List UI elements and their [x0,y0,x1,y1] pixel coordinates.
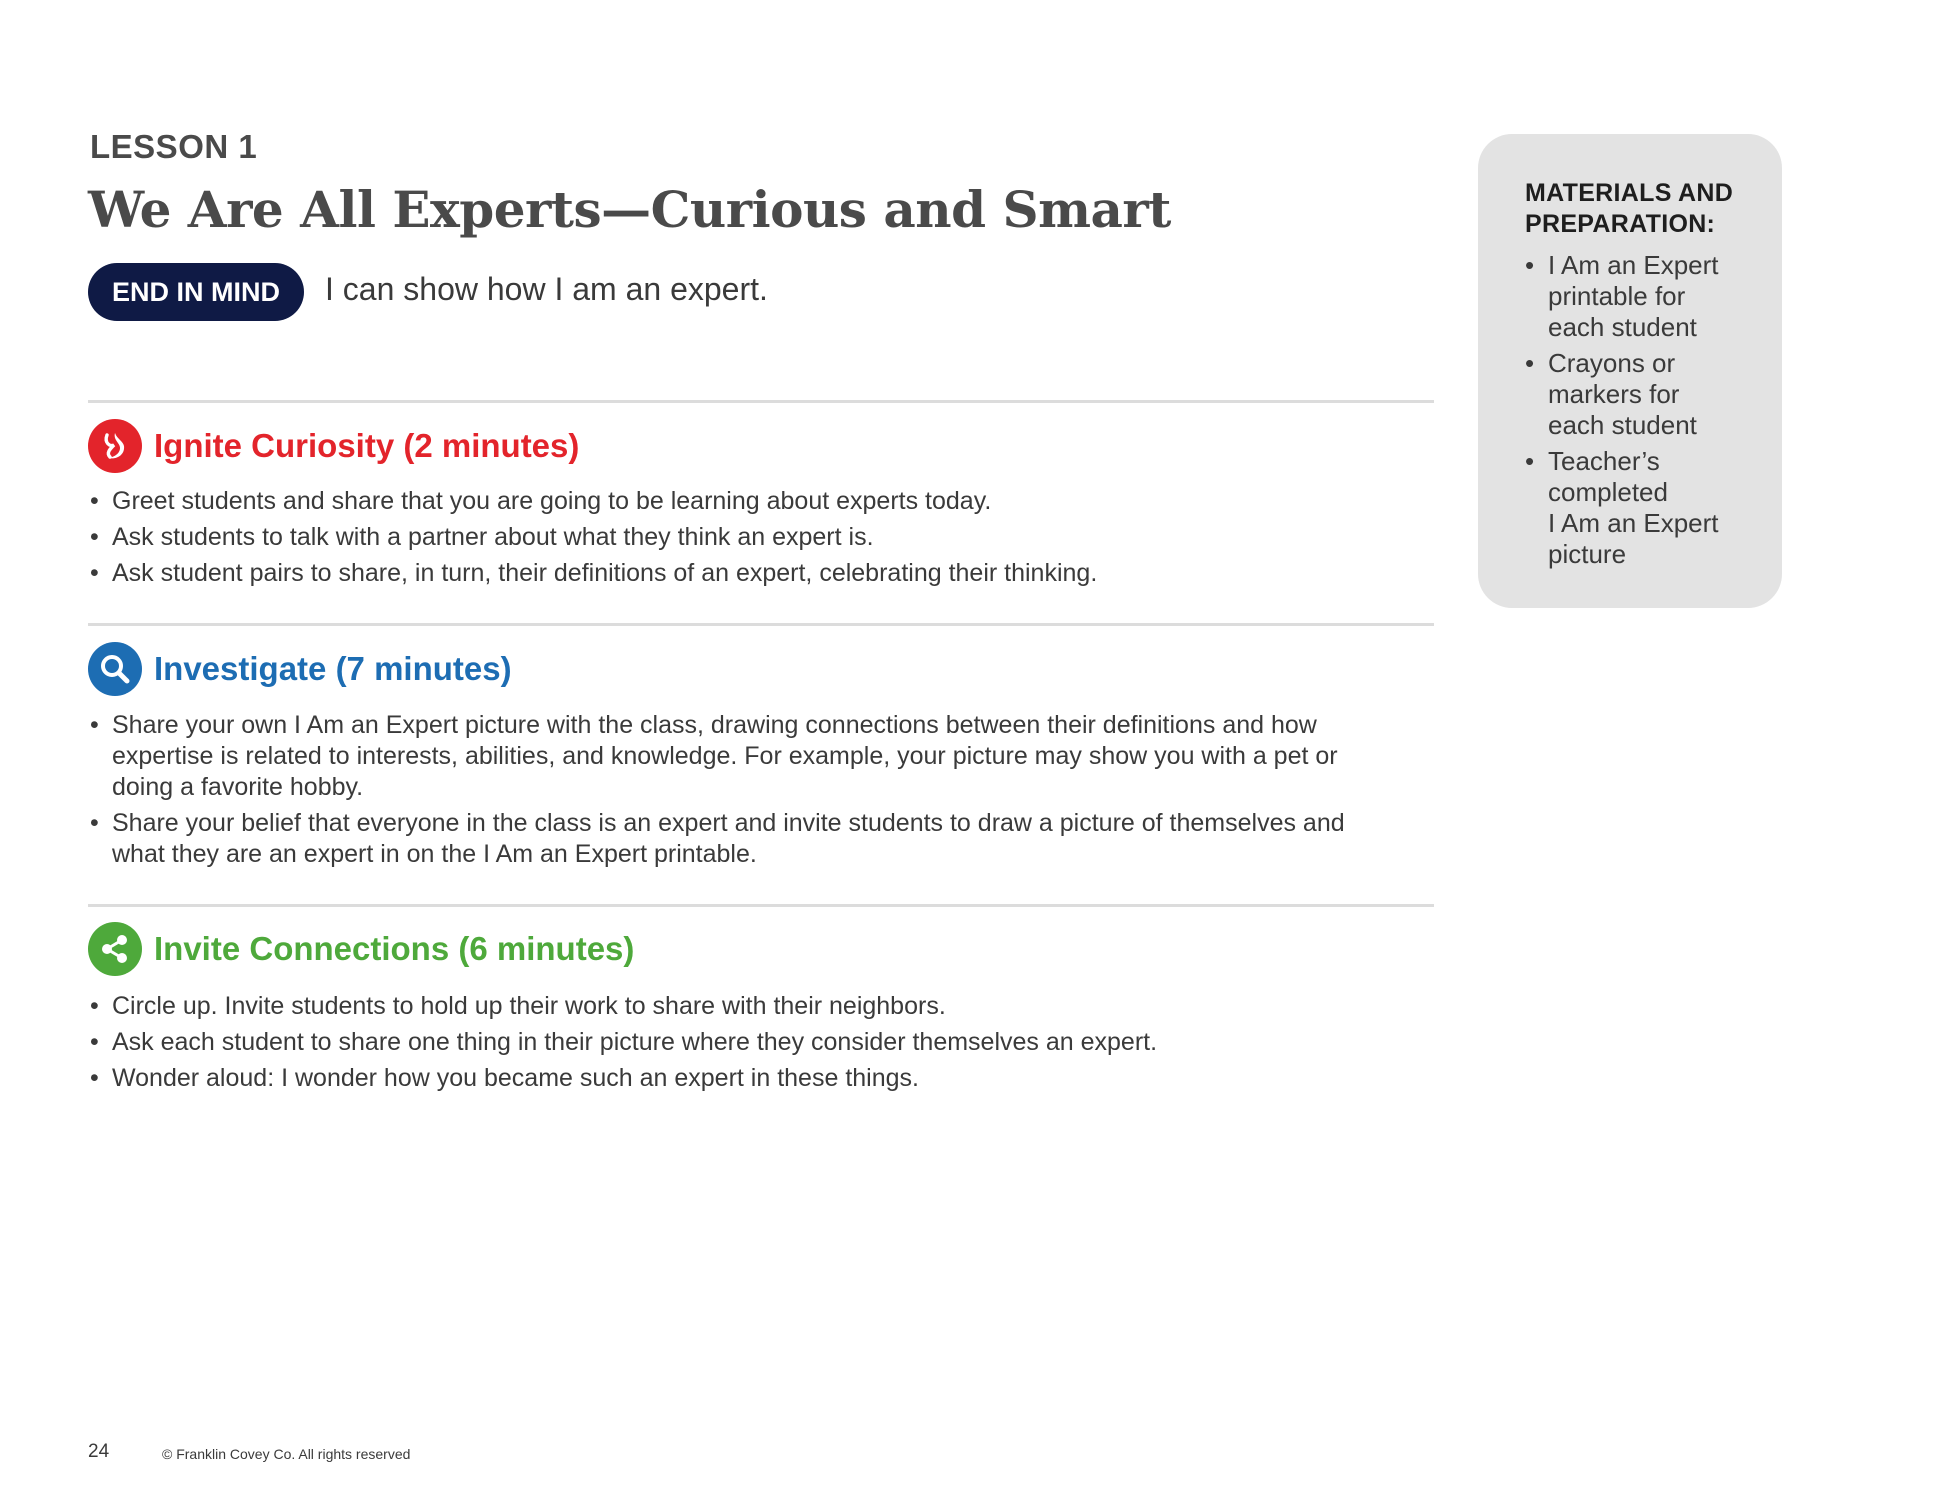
list-item: • Ask each student to share one thing in their picture where they consider themselves an expert. [88,1027,1348,1058]
section-divider [88,400,1434,403]
materials-item-line: completed [1548,477,1668,507]
materials-item-line: each student [1548,410,1697,440]
share-icon [88,922,142,976]
list-item: • Wonder aloud: I wonder how you became such an expert in these things. [88,1063,1348,1094]
materials-item-line: printable for [1548,281,1686,311]
section-divider [88,904,1434,907]
magnifier-icon [88,642,142,696]
materials-item [1525,446,1762,570]
list-item: • Circle up. Invite students to hold up their work to share with their neighbors. [88,991,1348,1022]
section-title: Ignite Curiosity (2 minutes) [154,427,580,464]
materials-item-line: I Am an Expert [1548,250,1719,280]
materials-title [1525,178,1762,240]
end-in-mind-badge: END IN MIND [88,263,304,321]
lesson-title: We Are All Experts—Curious and Smart [88,180,1171,239]
section-divider [88,623,1434,626]
materials-item [1525,348,1762,441]
end-in-mind-statement: I can show how I am an expert. [325,271,768,307]
section-title: Invite Connections (6 minutes) [154,930,635,967]
invite-connections-list [88,991,1348,1099]
materials-title-line: PREPARATION: [1525,210,1716,238]
materials-title-line: MATERIALS AND [1525,179,1734,207]
materials-item-line: picture [1548,539,1627,569]
section-title: Investigate (7 minutes) [154,650,512,687]
list-item: • Ask students to talk with a partner about what they think an expert is. [88,522,1348,553]
section-header-investigate [88,642,512,696]
ignite-curiosity-list [88,486,1348,594]
investigate-list [88,710,1348,875]
list-item: • Ask student pairs to share, in turn, their definitions of an expert, celebrating their thinking. [88,558,1348,589]
page-number: 24 [88,1441,110,1462]
lesson-label: LESSON 1 [90,128,258,165]
materials-item-line: Teacher’s [1548,446,1660,476]
section-header-ignite-curiosity [88,419,579,473]
materials-item-line: markers for [1548,379,1680,409]
materials-panel [1478,134,1782,608]
materials-item [1525,250,1762,343]
materials-item-line: I Am an Expert [1548,508,1719,538]
list-item: • Share your belief that everyone in the class is an expert and invite students to draw a picture of themselves and what they are an expert in on the I Am an Expert printable. [88,808,1348,870]
materials-item-line: each student [1548,312,1697,342]
flame-icon [88,419,142,473]
list-item: • Greet students and share that you are going to be learning about experts today. [88,486,1348,517]
materials-list [1525,250,1762,570]
section-header-invite-connections [88,922,634,976]
materials-item-line: Crayons or [1548,348,1676,378]
copyright-notice: © Franklin Covey Co. All rights reserved [162,1446,411,1462]
list-item: • Share your own I Am an Expert picture with the class, drawing connections between their definitions and how expertise is related to interests, abilities, and knowledge. For example, your picture may show you with a pet or doing a favorite hobby. [88,710,1348,803]
